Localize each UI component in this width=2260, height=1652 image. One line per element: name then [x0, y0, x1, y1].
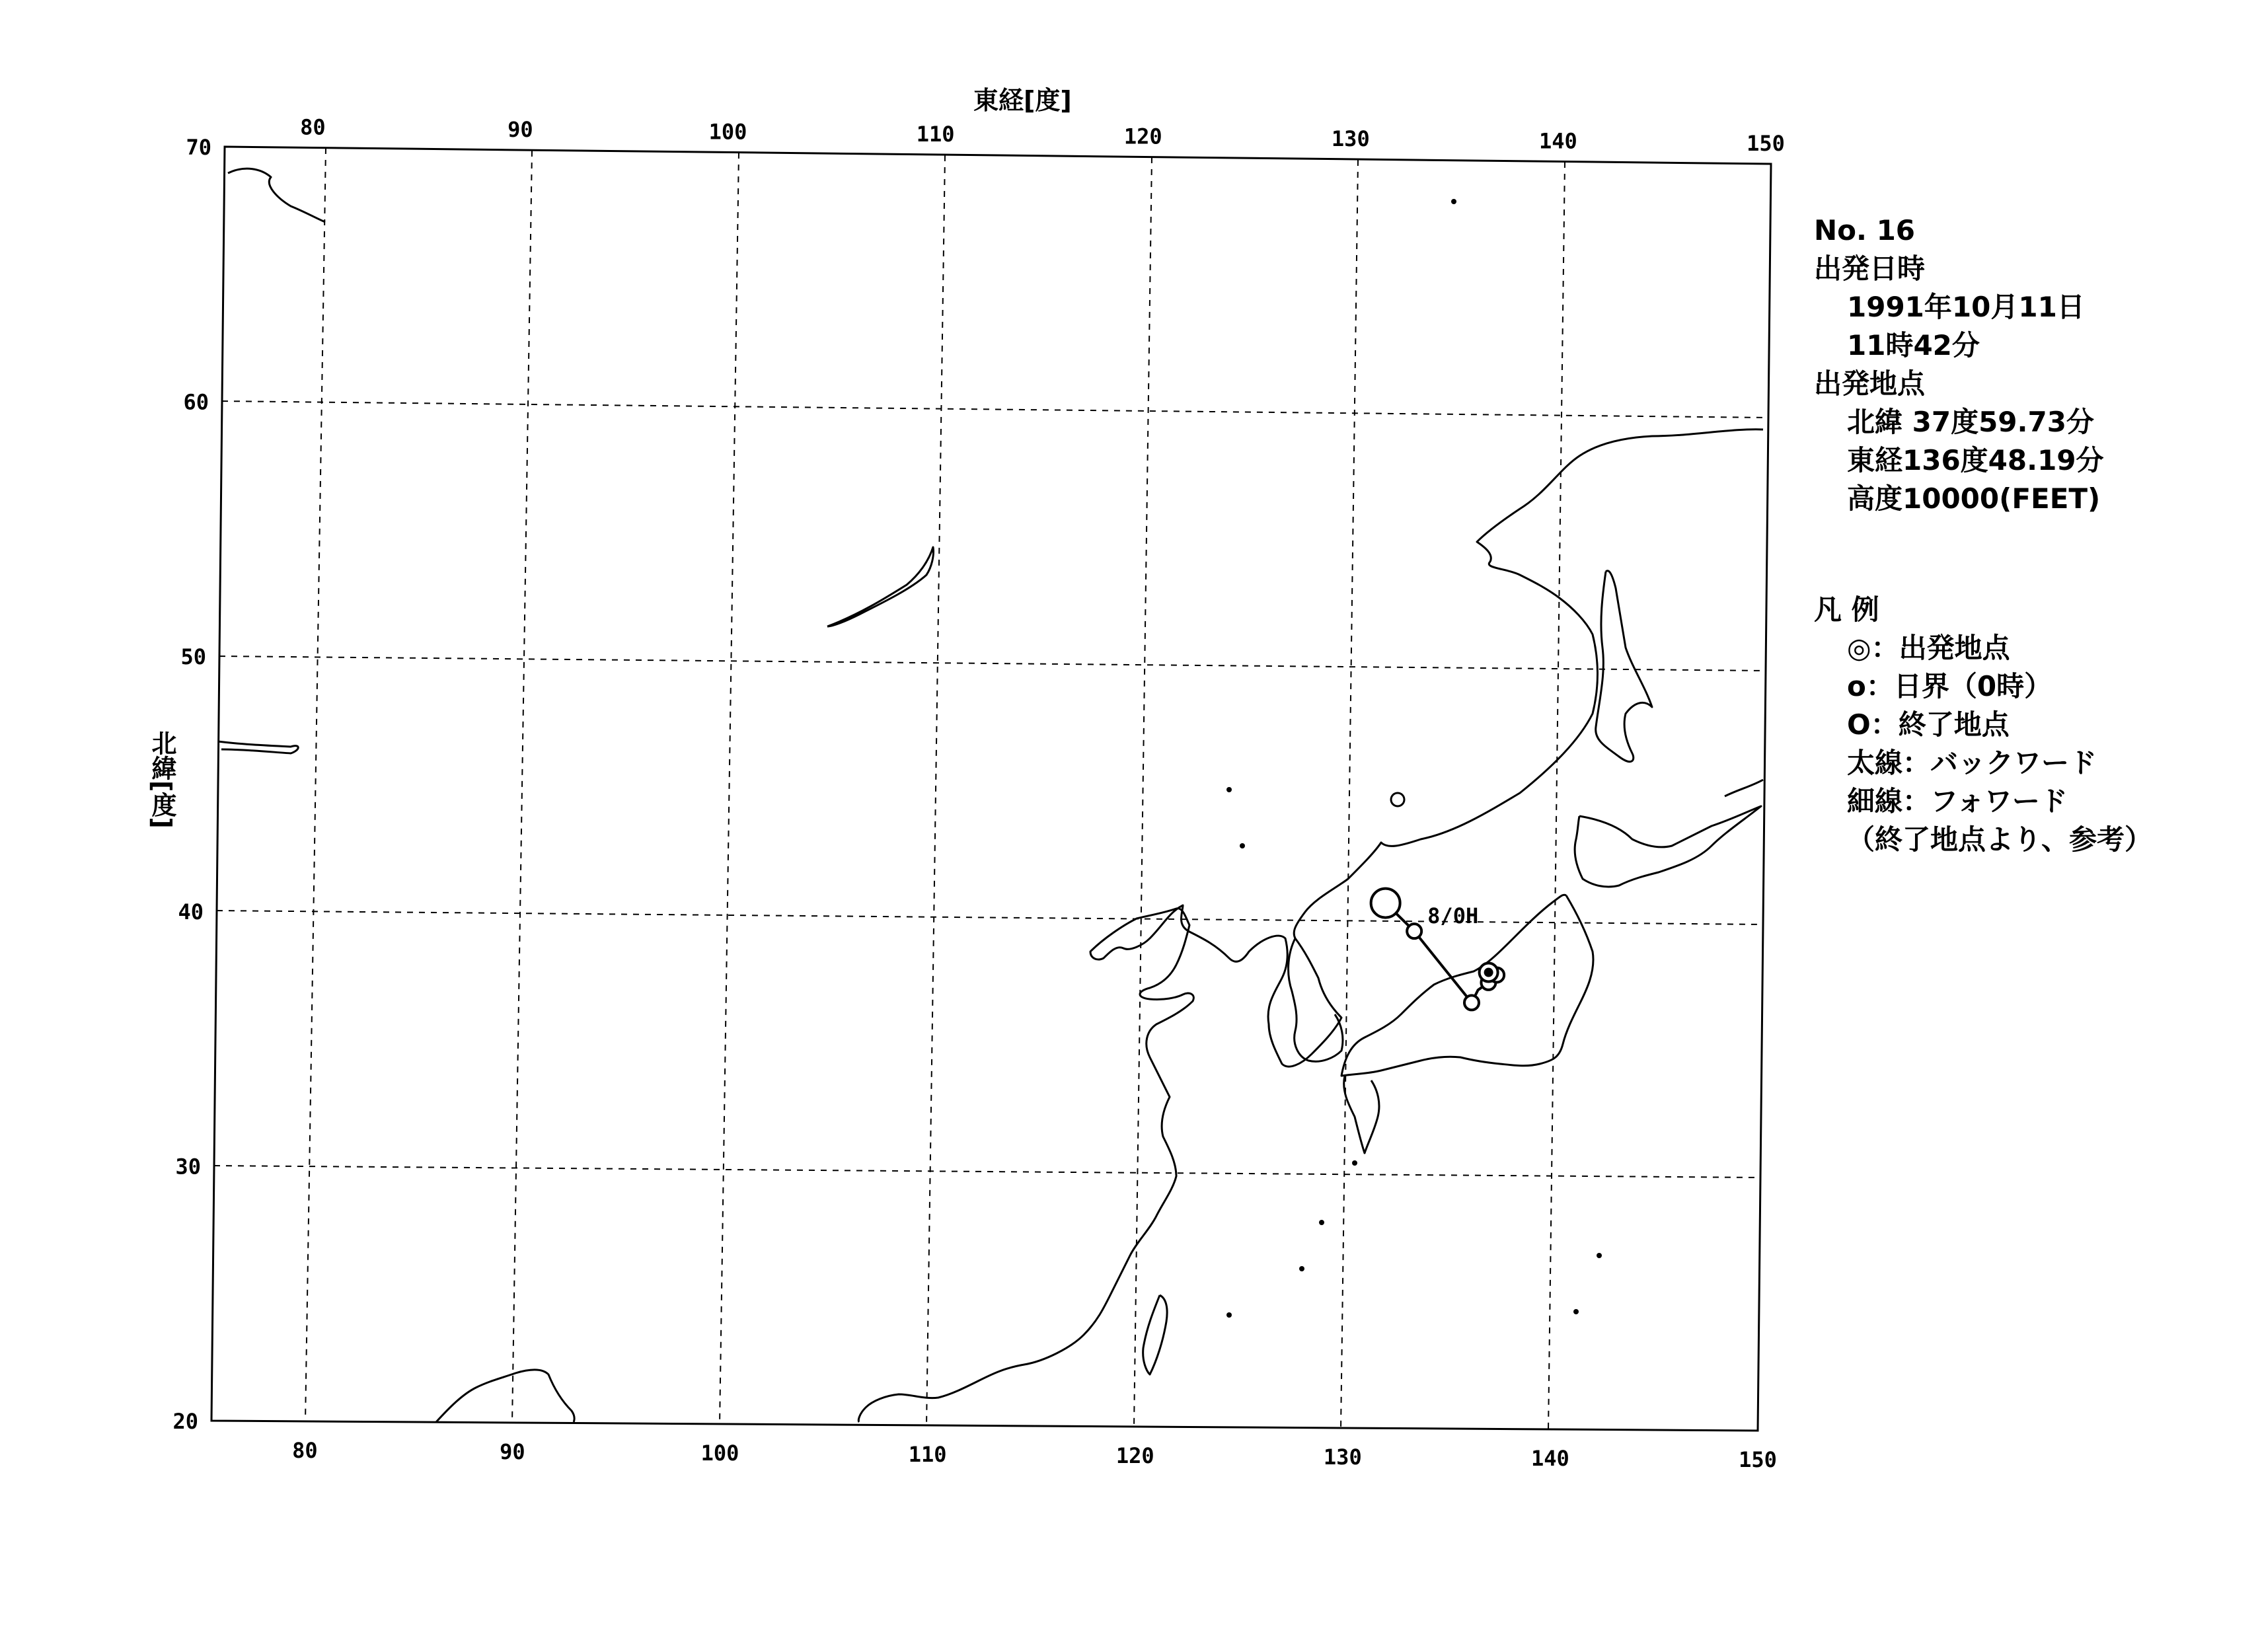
x-tick-label-bottom: 130 [1323, 1444, 1362, 1470]
x-tick-label-top: 150 [1747, 131, 1785, 156]
day-boundary-marker [1407, 924, 1421, 938]
gridline-lat-50 [219, 656, 1766, 671]
x-tick-label-bottom: 140 [1531, 1445, 1569, 1471]
y-tick-label: 50 [180, 644, 206, 670]
info-panel [1814, 211, 2237, 859]
coast-hokkaido [1575, 806, 1761, 887]
legend-item: 太線：バックワード [1847, 747, 2097, 779]
x-tick-label-top: 90 [508, 117, 533, 143]
island-speck [1240, 843, 1245, 848]
gridline-lon-80 [305, 148, 326, 1422]
start-point-marker-dot [1485, 969, 1493, 977]
gridline-lon-140 [1548, 162, 1565, 1430]
x-tick-label-top: 80 [300, 114, 326, 140]
island-speck [1299, 1266, 1304, 1271]
coast-sakhalin [1596, 571, 1652, 762]
coast-taiwan [1143, 1295, 1167, 1374]
end-point-marker [1371, 889, 1400, 918]
legend-item: 細線：フォワード [1847, 785, 2068, 817]
y-tick-label: 20 [172, 1409, 198, 1434]
x-tick-label-bottom: 150 [1739, 1447, 1777, 1472]
island-speck [1226, 1312, 1232, 1318]
tick-labels [172, 115, 1784, 1472]
gridline-lat-30 [214, 1166, 1760, 1178]
graticule [214, 148, 1768, 1430]
gridline-lat-60 [222, 401, 1768, 418]
x-axis-title: 東経[度] [973, 86, 1072, 115]
legend-item: （終了地点より、参考） [1847, 823, 2153, 856]
island-speck [1451, 199, 1456, 204]
island-speck [1319, 1220, 1324, 1225]
coast-lake-balkhash [218, 741, 298, 753]
island-speck [1226, 787, 1232, 792]
x-tick-label-top: 140 [1539, 128, 1577, 154]
gridline-lon-130 [1341, 160, 1358, 1429]
coast-mainland-asia [858, 430, 1763, 1422]
coast-kyushu [1344, 1076, 1379, 1153]
trajectory [1371, 889, 1504, 1010]
departure-latitude: 北緯 37度59.73分 [1847, 406, 2094, 438]
coast-taymyr [228, 169, 325, 222]
day-boundary-marker [1464, 995, 1479, 1010]
y-tick-label: 70 [186, 135, 211, 160]
plot-number: No. 16 [1814, 214, 1916, 246]
island-specks [1226, 199, 1602, 1318]
departure-clock: 11時42分 [1847, 329, 1980, 361]
departure-point-label: 出発地点 [1814, 367, 1926, 400]
legend-title: 凡 例 [1814, 593, 1879, 626]
map-frame [211, 147, 1771, 1431]
legend-item: o：日界（0時） [1847, 670, 2053, 702]
coastlines [218, 169, 1763, 1422]
gridline-lon-90 [512, 151, 532, 1423]
departure-longitude: 東経136度48.19分 [1847, 444, 2104, 476]
coast-sakhalin-island-west [827, 547, 934, 626]
island-speck [1573, 1309, 1579, 1314]
x-tick-label-top: 100 [708, 119, 747, 145]
trajectory-label: 8/0H [1427, 903, 1479, 929]
legend-item: ◎：出発地点 [1847, 632, 2010, 664]
x-tick-label-bottom: 110 [908, 1441, 947, 1467]
departure-altitude: 高度10000(FEET) [1847, 482, 2101, 515]
island-speck [1352, 1160, 1357, 1166]
x-tick-label-bottom: 80 [292, 1437, 318, 1463]
x-tick-label-top: 120 [1123, 124, 1162, 149]
coast-india-north [436, 1370, 574, 1422]
y-tick-label: 40 [178, 899, 204, 924]
coast-korea [1289, 938, 1343, 1061]
gridline-lon-100 [720, 153, 739, 1425]
x-tick-label-top: 110 [916, 122, 955, 147]
departure-time-label: 出発日時 [1814, 252, 1926, 285]
x-tick-label-bottom: 90 [500, 1439, 525, 1464]
island-speck [1391, 793, 1404, 806]
x-tick-label-bottom: 100 [700, 1440, 739, 1466]
y-axis-title: 北緯[度] [147, 730, 176, 829]
departure-date: 1991年10月11日 [1847, 291, 2085, 323]
x-tick-label-top: 130 [1331, 126, 1370, 152]
legend-item: O：終了地点 [1847, 708, 2010, 741]
coast-okhotsk-east [1725, 780, 1763, 796]
y-tick-label: 30 [175, 1154, 201, 1180]
island-speck [1597, 1253, 1602, 1258]
y-tick-label: 60 [183, 389, 209, 415]
gridline-lat-40 [217, 911, 1763, 924]
gridline-lon-110 [926, 155, 945, 1426]
x-tick-label-bottom: 120 [1115, 1443, 1154, 1468]
